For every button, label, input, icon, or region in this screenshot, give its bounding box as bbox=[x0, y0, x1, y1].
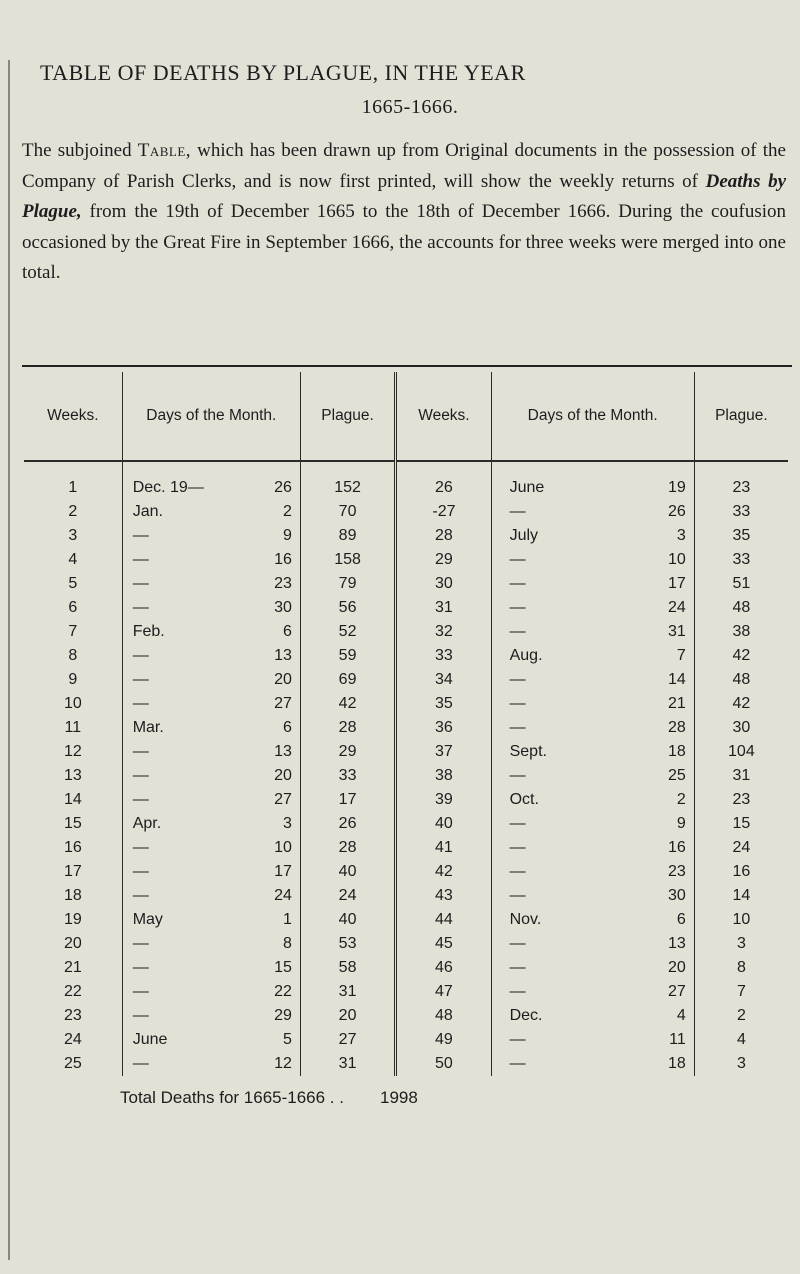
week-left-cell: 3 bbox=[68, 527, 78, 544]
table-row bbox=[24, 644, 788, 668]
month-left-cell: — bbox=[122, 1052, 211, 1076]
month-left-cell: — bbox=[122, 740, 211, 764]
table-row bbox=[24, 932, 788, 956]
month-right-cell: — bbox=[491, 620, 596, 644]
plague-left-cell: 27 bbox=[300, 1028, 395, 1052]
plague-left-cell: 53 bbox=[300, 932, 395, 956]
week-right-cell: 26 bbox=[396, 461, 491, 500]
day-left-cell: 9 bbox=[283, 527, 292, 544]
header-weeks-left: Weeks. bbox=[24, 372, 122, 461]
week-right-cell: 38 bbox=[396, 764, 491, 788]
plague-left-cell: 59 bbox=[300, 644, 395, 668]
table-row bbox=[24, 812, 788, 836]
day-left-cell: 6 bbox=[283, 623, 292, 640]
month-right-cell: — bbox=[491, 500, 596, 524]
header-days-right: Days of the Month. bbox=[491, 372, 694, 461]
week-left-cell: 8 bbox=[68, 647, 78, 664]
day-left-cell: 13 bbox=[274, 743, 292, 760]
month-right-cell: — bbox=[491, 716, 596, 740]
table-row bbox=[24, 668, 788, 692]
table-row bbox=[24, 548, 788, 572]
month-right-cell: — bbox=[491, 572, 596, 596]
table-row bbox=[24, 461, 788, 500]
plague-left-cell: 28 bbox=[300, 836, 395, 860]
day-right-cell: 16 bbox=[667, 839, 686, 856]
plague-left-cell: 20 bbox=[300, 1004, 395, 1028]
plague-right-cell: 23 bbox=[694, 788, 788, 812]
table-header-row bbox=[24, 372, 788, 461]
total-label: Total Deaths for 1665-1666 . . bbox=[120, 1088, 344, 1107]
week-right-cell: 39 bbox=[396, 788, 491, 812]
day-left-cell: 2 bbox=[283, 503, 292, 520]
week-right-cell: 28 bbox=[396, 524, 491, 548]
day-left-cell: 27 bbox=[274, 695, 292, 712]
week-left-cell: 24 bbox=[63, 1031, 82, 1048]
plague-right-cell: 33 bbox=[694, 548, 788, 572]
month-left-cell: — bbox=[122, 764, 211, 788]
month-right-cell: — bbox=[491, 932, 596, 956]
day-right-cell: 6 bbox=[676, 911, 686, 928]
table-row bbox=[24, 1004, 788, 1028]
plague-right-cell: 51 bbox=[694, 572, 788, 596]
day-right-cell: 3 bbox=[676, 527, 686, 544]
day-right-cell: 13 bbox=[667, 935, 686, 952]
plague-right-cell: 8 bbox=[694, 956, 788, 980]
plague-left-cell: 70 bbox=[300, 500, 395, 524]
day-left-cell: 20 bbox=[274, 767, 292, 784]
plague-right-cell: 35 bbox=[694, 524, 788, 548]
plague-right-cell: 104 bbox=[694, 740, 788, 764]
table-row bbox=[24, 956, 788, 980]
plague-right-cell: 3 bbox=[694, 1052, 788, 1076]
plague-left-cell: 42 bbox=[300, 692, 395, 716]
day-right-cell: 17 bbox=[667, 575, 686, 592]
header-plague-left: Plague. bbox=[300, 372, 395, 461]
month-left-cell: Jan. bbox=[122, 500, 211, 524]
day-right-cell: 24 bbox=[667, 599, 686, 616]
month-left-cell: — bbox=[122, 596, 211, 620]
plague-right-cell: 31 bbox=[694, 764, 788, 788]
plague-left-cell: 28 bbox=[300, 716, 395, 740]
week-right-cell: 43 bbox=[396, 884, 491, 908]
week-left-cell: 6 bbox=[68, 599, 78, 616]
table-row bbox=[24, 860, 788, 884]
day-left-cell: 12 bbox=[274, 1055, 292, 1072]
plague-right-cell: 15 bbox=[694, 812, 788, 836]
month-left-cell: — bbox=[122, 668, 211, 692]
month-right-cell: June bbox=[491, 461, 596, 500]
total-value: 1998 bbox=[379, 1088, 418, 1107]
plague-right-cell: 48 bbox=[694, 668, 788, 692]
day-right-cell: 7 bbox=[676, 647, 686, 664]
intro-part-3: from the 19th of December 1665 to the 18th of December 1666. During the coufusion occasioned by the Great Fire in September 1666, the accounts for three weeks were merged into one total. bbox=[22, 201, 786, 283]
intro-part-2: which has been drawn up from Original documents in the possession of the Company of Parish Clerks, and is now first printed, will show the weekly returns of bbox=[22, 140, 786, 192]
table-top-rule bbox=[22, 365, 792, 367]
month-left-cell: — bbox=[122, 644, 211, 668]
day-right-cell: 30 bbox=[667, 887, 686, 904]
plague-right-cell: 16 bbox=[694, 860, 788, 884]
day-left-cell: 22 bbox=[274, 983, 292, 1000]
intro-paragraph bbox=[22, 136, 786, 289]
week-left-cell: 20 bbox=[63, 935, 82, 952]
week-left-cell: 10 bbox=[63, 695, 82, 712]
week-right-cell: 45 bbox=[396, 932, 491, 956]
plague-left-cell: 52 bbox=[300, 620, 395, 644]
week-left-cell: 5 bbox=[68, 575, 78, 592]
month-left-cell: — bbox=[122, 932, 211, 956]
plague-right-cell: 23 bbox=[694, 461, 788, 500]
page-title bbox=[40, 60, 780, 120]
month-right-cell: — bbox=[491, 1028, 596, 1052]
table-row bbox=[24, 572, 788, 596]
month-right-cell: — bbox=[491, 812, 596, 836]
month-left-cell: — bbox=[122, 980, 211, 1004]
day-right-cell: 10 bbox=[667, 551, 686, 568]
plague-right-cell: 38 bbox=[694, 620, 788, 644]
plague-left-cell: 26 bbox=[300, 812, 395, 836]
month-left-cell: — bbox=[122, 836, 211, 860]
day-left-cell: 6 bbox=[283, 719, 292, 736]
month-right-cell: Oct. bbox=[491, 788, 596, 812]
week-left-cell: 9 bbox=[68, 671, 78, 688]
day-right-cell: 25 bbox=[667, 767, 686, 784]
month-right-cell: — bbox=[491, 836, 596, 860]
plague-left-cell: 58 bbox=[300, 956, 395, 980]
table-row bbox=[24, 596, 788, 620]
day-right-cell: 20 bbox=[667, 959, 686, 976]
week-right-cell: 29 bbox=[396, 548, 491, 572]
header-plague-right: Plague. bbox=[694, 372, 788, 461]
day-left-cell: 23 bbox=[274, 575, 292, 592]
week-right-cell: 30 bbox=[396, 572, 491, 596]
day-left-cell: 20 bbox=[274, 671, 292, 688]
table-row bbox=[24, 620, 788, 644]
day-left-cell: 26 bbox=[274, 479, 292, 496]
month-right-cell: — bbox=[491, 668, 596, 692]
plague-left-cell: 31 bbox=[300, 1052, 395, 1076]
week-right-cell: 33 bbox=[396, 644, 491, 668]
table-body bbox=[24, 461, 788, 1076]
day-right-cell: 21 bbox=[667, 695, 686, 712]
week-right-cell: 35 bbox=[396, 692, 491, 716]
week-right-cell: 47 bbox=[396, 980, 491, 1004]
header-days-left: Days of the Month. bbox=[122, 372, 300, 461]
plague-right-cell: 30 bbox=[694, 716, 788, 740]
table-row bbox=[24, 740, 788, 764]
week-left-cell: 13 bbox=[63, 767, 82, 784]
plague-left-cell: 29 bbox=[300, 740, 395, 764]
intro-table-word: Table, bbox=[137, 140, 192, 161]
day-right-cell: 26 bbox=[667, 503, 686, 520]
plague-right-cell: 3 bbox=[694, 932, 788, 956]
plague-left-cell: 33 bbox=[300, 764, 395, 788]
month-right-cell: July bbox=[491, 524, 596, 548]
month-right-cell: — bbox=[491, 692, 596, 716]
week-left-cell: 12 bbox=[63, 743, 82, 760]
week-right-cell: 42 bbox=[396, 860, 491, 884]
day-right-cell: 14 bbox=[667, 671, 686, 688]
day-left-cell: 8 bbox=[283, 935, 292, 952]
week-right-cell: 40 bbox=[396, 812, 491, 836]
table-row bbox=[24, 764, 788, 788]
day-left-cell: 17 bbox=[274, 863, 292, 880]
week-left-cell: 7 bbox=[68, 623, 78, 640]
day-left-cell: 1 bbox=[283, 911, 292, 928]
day-right-cell: 18 bbox=[667, 1055, 686, 1072]
table-row bbox=[24, 836, 788, 860]
plague-right-cell: 2 bbox=[694, 1004, 788, 1028]
week-left-cell: 19 bbox=[63, 911, 82, 928]
week-left-cell: 17 bbox=[63, 863, 82, 880]
table-row bbox=[24, 1052, 788, 1076]
month-right-cell: — bbox=[491, 860, 596, 884]
month-left-cell: — bbox=[122, 692, 211, 716]
plague-left-cell: 158 bbox=[300, 548, 395, 572]
month-right-cell: Aug. bbox=[491, 644, 596, 668]
plague-left-cell: 24 bbox=[300, 884, 395, 908]
title-line-1: TABLE OF DEATHS BY PLAGUE, IN THE YEAR bbox=[40, 60, 526, 85]
week-left-cell: 4 bbox=[68, 551, 78, 568]
week-right-cell: 36 bbox=[396, 716, 491, 740]
plague-table bbox=[24, 372, 788, 1076]
plague-left-cell: 69 bbox=[300, 668, 395, 692]
plague-left-cell: 79 bbox=[300, 572, 395, 596]
day-left-cell: 24 bbox=[274, 887, 292, 904]
day-right-cell: 18 bbox=[667, 743, 686, 760]
plague-right-cell: 4 bbox=[694, 1028, 788, 1052]
day-right-cell: 23 bbox=[667, 863, 686, 880]
month-right-cell: — bbox=[491, 980, 596, 1004]
week-right-cell: 32 bbox=[396, 620, 491, 644]
week-right-cell: 44 bbox=[396, 908, 491, 932]
plague-right-cell: 42 bbox=[694, 644, 788, 668]
week-right-cell: 49 bbox=[396, 1028, 491, 1052]
table-row bbox=[24, 908, 788, 932]
day-right-cell: 19 bbox=[667, 479, 686, 496]
table-row bbox=[24, 716, 788, 740]
title-line-2: 1665-1666. bbox=[361, 96, 459, 118]
week-right-cell: 37 bbox=[396, 740, 491, 764]
week-right-cell: 50 bbox=[396, 1052, 491, 1076]
day-left-cell: 16 bbox=[274, 551, 292, 568]
plague-right-cell: 7 bbox=[694, 980, 788, 1004]
week-right-cell: 34 bbox=[396, 668, 491, 692]
week-right-cell: 48 bbox=[396, 1004, 491, 1028]
month-right-cell: — bbox=[491, 884, 596, 908]
table-row bbox=[24, 884, 788, 908]
week-left-cell: 15 bbox=[63, 815, 82, 832]
week-right-cell: 31 bbox=[396, 596, 491, 620]
plague-left-cell: 17 bbox=[300, 788, 395, 812]
week-left-cell: 21 bbox=[63, 959, 82, 976]
month-right-cell: Nov. bbox=[491, 908, 596, 932]
table-row bbox=[24, 1028, 788, 1052]
plague-left-cell: 40 bbox=[300, 908, 395, 932]
month-left-cell: Feb. bbox=[122, 620, 211, 644]
month-left-cell: — bbox=[122, 860, 211, 884]
month-right-cell: Dec. bbox=[491, 1004, 596, 1028]
day-left-cell: 29 bbox=[274, 1007, 292, 1024]
plague-left-cell: 152 bbox=[300, 461, 395, 500]
month-left-cell: June bbox=[122, 1028, 211, 1052]
day-left-cell: 15 bbox=[274, 959, 292, 976]
day-left-cell: 3 bbox=[283, 815, 292, 832]
month-left-cell: Mar. bbox=[122, 716, 211, 740]
day-right-cell: 28 bbox=[667, 719, 686, 736]
month-left-cell: — bbox=[122, 884, 211, 908]
day-right-cell: 2 bbox=[676, 791, 686, 808]
plague-right-cell: 24 bbox=[694, 836, 788, 860]
day-right-cell: 31 bbox=[667, 623, 686, 640]
week-right-cell: -27 bbox=[396, 500, 491, 524]
intro-emphasis: Deaths by Plague, bbox=[22, 170, 786, 222]
table-row bbox=[24, 524, 788, 548]
month-right-cell: — bbox=[491, 956, 596, 980]
week-left-cell: 25 bbox=[63, 1055, 82, 1072]
month-left-cell: Apr. bbox=[122, 812, 211, 836]
day-right-cell: 9 bbox=[676, 815, 686, 832]
day-right-cell: 4 bbox=[676, 1007, 686, 1024]
month-left-cell: — bbox=[122, 1004, 211, 1028]
month-right-cell: — bbox=[491, 1052, 596, 1076]
total-deaths-line bbox=[120, 1088, 720, 1108]
day-right-cell: 27 bbox=[667, 983, 686, 1000]
table-row bbox=[24, 980, 788, 1004]
week-left-cell: 16 bbox=[63, 839, 82, 856]
day-left-cell: 27 bbox=[274, 791, 292, 808]
plague-right-cell: 14 bbox=[694, 884, 788, 908]
plague-left-cell: 31 bbox=[300, 980, 395, 1004]
day-right-cell: 11 bbox=[669, 1031, 686, 1048]
week-left-cell: 22 bbox=[63, 983, 82, 1000]
month-right-cell: — bbox=[491, 764, 596, 788]
day-left-cell: 5 bbox=[283, 1031, 292, 1048]
month-left-cell: — bbox=[122, 956, 211, 980]
plague-right-cell: 42 bbox=[694, 692, 788, 716]
day-left-cell: 30 bbox=[274, 599, 292, 616]
table-row bbox=[24, 788, 788, 812]
plague-right-cell: 48 bbox=[694, 596, 788, 620]
plague-left-cell: 56 bbox=[300, 596, 395, 620]
month-left-cell: — bbox=[122, 524, 211, 548]
week-left-cell: 18 bbox=[63, 887, 82, 904]
plague-right-cell: 33 bbox=[694, 500, 788, 524]
plague-right-cell: 10 bbox=[694, 908, 788, 932]
month-left-cell: — bbox=[122, 788, 211, 812]
intro-part-1: The subjoined bbox=[22, 140, 138, 161]
month-right-cell: Sept. bbox=[491, 740, 596, 764]
header-weeks-right: Weeks. bbox=[396, 372, 491, 461]
week-left-cell: 23 bbox=[63, 1007, 82, 1024]
week-left-cell: 14 bbox=[63, 791, 82, 808]
week-right-cell: 46 bbox=[396, 956, 491, 980]
month-right-cell: — bbox=[491, 596, 596, 620]
table-row bbox=[24, 692, 788, 716]
plague-left-cell: 40 bbox=[300, 860, 395, 884]
month-left-cell: Dec. 19— bbox=[122, 461, 211, 500]
binding-edge bbox=[8, 60, 10, 1260]
table-row bbox=[24, 500, 788, 524]
week-right-cell: 41 bbox=[396, 836, 491, 860]
week-left-cell: 1 bbox=[68, 479, 78, 496]
month-left-cell: May bbox=[122, 908, 211, 932]
day-left-cell: 13 bbox=[274, 647, 292, 664]
month-right-cell: — bbox=[491, 548, 596, 572]
month-left-cell: — bbox=[122, 548, 211, 572]
day-left-cell: 10 bbox=[274, 839, 292, 856]
week-left-cell: 11 bbox=[64, 719, 82, 736]
month-left-cell: — bbox=[122, 572, 211, 596]
plague-left-cell: 89 bbox=[300, 524, 395, 548]
week-left-cell: 2 bbox=[68, 503, 78, 520]
